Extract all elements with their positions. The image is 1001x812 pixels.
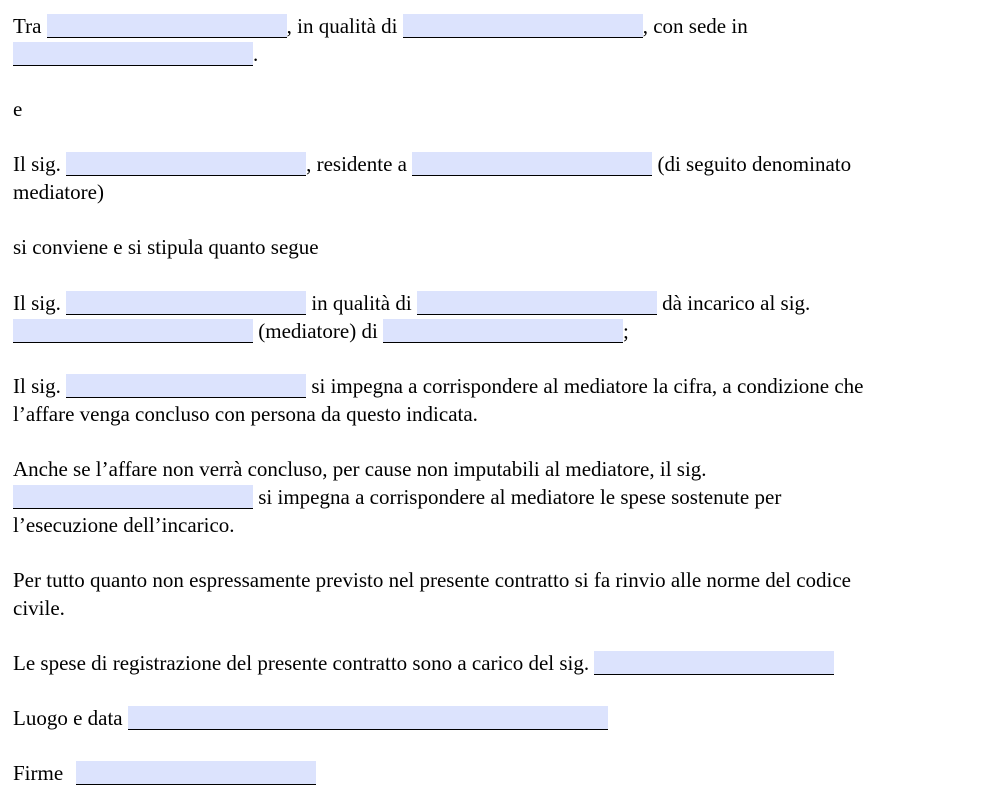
party-seat-field[interactable] bbox=[13, 42, 253, 66]
text-e: e bbox=[13, 97, 23, 121]
expenses-line-2 bbox=[13, 484, 781, 511]
text-residente: , residente a bbox=[306, 152, 413, 176]
text-anche-se: Anche se l’affare non verrà concluso, per cause non imputabili al mediatore, il sig. bbox=[13, 457, 707, 481]
client-name-field[interactable] bbox=[66, 291, 306, 315]
party-name-field[interactable] bbox=[47, 14, 287, 38]
mediator-residence-field[interactable] bbox=[412, 152, 652, 176]
text-period: . bbox=[253, 42, 259, 66]
expenses-line-1 bbox=[13, 456, 707, 483]
registration-line bbox=[13, 650, 834, 677]
registration-payer-field[interactable] bbox=[594, 651, 834, 675]
payer-name-field[interactable] bbox=[66, 374, 306, 398]
text-tra: Tra bbox=[13, 14, 47, 38]
text-in-qualita: , in qualità di bbox=[286, 14, 403, 38]
mediator-line-2 bbox=[13, 179, 104, 206]
civil-code-line-2 bbox=[13, 595, 65, 622]
signatures-field[interactable] bbox=[76, 761, 316, 785]
signatures-line bbox=[13, 760, 316, 787]
civil-code-line-1 bbox=[13, 567, 851, 594]
text-da-incarico: dà incarico al sig. bbox=[656, 291, 811, 315]
text-il-sig: Il sig. bbox=[13, 374, 67, 398]
text-semicolon: ; bbox=[623, 319, 629, 343]
text-luogo-data: Luogo e data bbox=[13, 706, 128, 730]
assignment-object-field[interactable] bbox=[383, 319, 623, 343]
text-il-sig: Il sig. bbox=[13, 291, 67, 315]
text-affare-concluso: l’affare venga concluso con persona da questo indicata. bbox=[13, 402, 478, 426]
text-per-tutto: Per tutto quanto non espressamente previsto nel presente contratto si fa rinvio alle norme del codice bbox=[13, 568, 851, 592]
agreement-line bbox=[13, 234, 319, 261]
text-spese-sostenute: si impegna a corrispondere al mediatore le spese sostenute per bbox=[253, 485, 782, 509]
intro-line-2 bbox=[13, 41, 258, 68]
payment-line-1 bbox=[13, 373, 864, 400]
assigned-mediator-field[interactable] bbox=[13, 319, 253, 343]
text-mediatore: mediatore) bbox=[13, 180, 104, 204]
party-role-field[interactable] bbox=[403, 14, 643, 38]
expenses-payer-field[interactable] bbox=[13, 485, 253, 509]
mediator-line-1 bbox=[13, 151, 851, 178]
text-firme: Firme bbox=[13, 761, 69, 785]
text-civile: civile. bbox=[13, 596, 65, 620]
text-in-qualita: in qualità di bbox=[306, 291, 417, 315]
assignment-line-1 bbox=[13, 290, 810, 317]
text-si-impegna: si impegna a corrispondere al mediatore la cifra, a condizione che bbox=[306, 374, 864, 398]
client-role-field[interactable] bbox=[417, 291, 657, 315]
intro-line-1 bbox=[13, 13, 748, 40]
text-con-sede: , con sede in bbox=[642, 14, 748, 38]
text-esecuzione: l’esecuzione dell’incarico. bbox=[13, 513, 235, 537]
text-mediatore-di: (mediatore) di bbox=[253, 319, 384, 343]
payment-line-2 bbox=[13, 401, 478, 428]
conjunction-line bbox=[13, 96, 22, 123]
text-di-seguito: (di seguito denominato bbox=[652, 152, 852, 176]
text-il-sig: Il sig. bbox=[13, 152, 67, 176]
expenses-line-3 bbox=[13, 512, 235, 539]
place-date-line bbox=[13, 705, 608, 732]
text-spese-registrazione: Le spese di registrazione del presente contratto sono a carico del sig. bbox=[13, 651, 595, 675]
place-date-field[interactable] bbox=[128, 706, 608, 730]
text-si-conviene: si conviene e si stipula quanto segue bbox=[13, 235, 319, 259]
assignment-line-2 bbox=[13, 318, 629, 345]
mediator-name-field[interactable] bbox=[66, 152, 306, 176]
